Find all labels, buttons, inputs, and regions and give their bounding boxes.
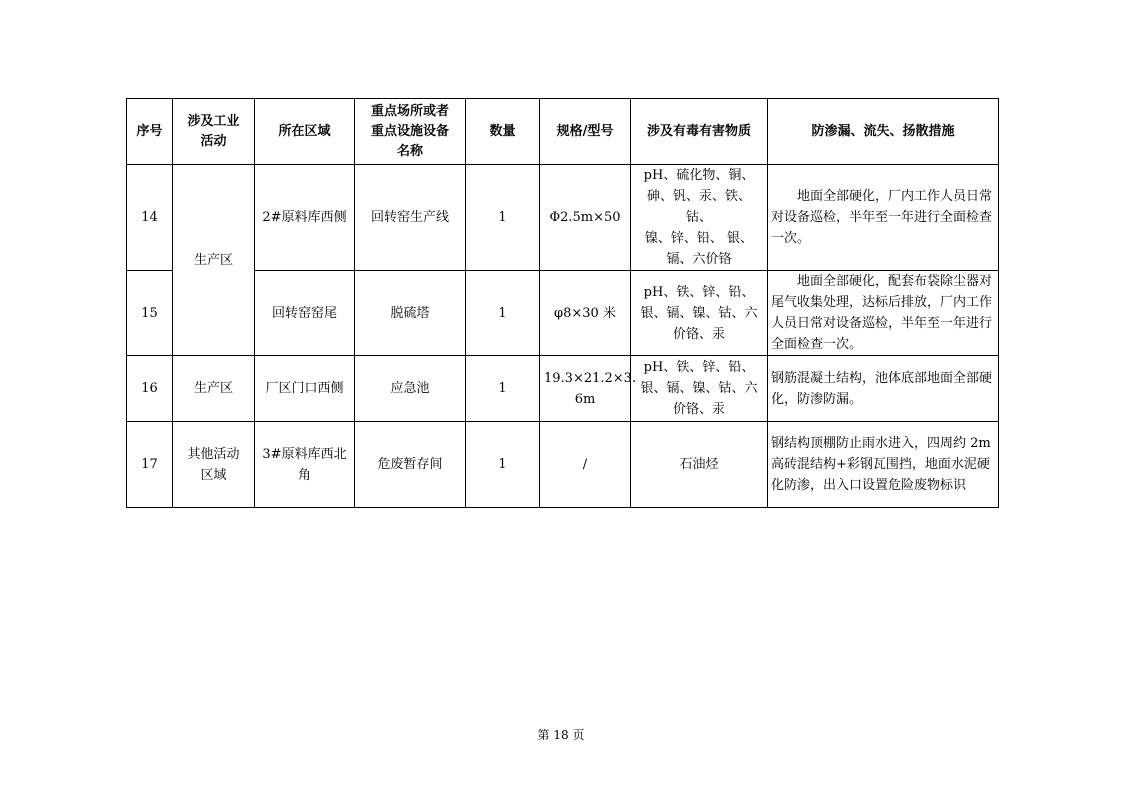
table-row [127, 356, 999, 422]
row-area: 厂区门口西侧 [255, 356, 355, 422]
row-measures-text: 钢结构顶棚防止雨水进入，四周约 2m 高砖混结构+彩钢瓦围挡，地面水泥硬化防渗，出入口设置危险废物标识 [771, 436, 991, 493]
row-facility: 危废暂存间 [355, 422, 466, 508]
header-measures: 防渗漏、流失、扬散措施 [768, 99, 999, 165]
header-activity: 涉及工业 活动 [173, 99, 255, 165]
row-measures [768, 422, 999, 508]
row-no: 16 [127, 356, 173, 422]
table-row [127, 271, 999, 356]
row-measures-text: 地面全部硬化，厂内工作人员日常对设备巡检，半年至一年进行全面检查一次。 [771, 189, 993, 246]
row-quantity: 1 [466, 165, 540, 271]
row-area: 3#原料库西北 角 [255, 422, 355, 508]
row-no: 17 [127, 422, 173, 508]
row-quantity: 1 [466, 356, 540, 422]
row-area: 2#原料库西侧 [255, 165, 355, 271]
row-spec: / [540, 422, 631, 508]
row-measures [768, 356, 999, 422]
header-area: 所在区域 [255, 99, 355, 165]
row-measures [768, 271, 999, 356]
row-no: 15 [127, 271, 173, 356]
row-activity: 其他活动 区域 [173, 422, 255, 508]
row-facility: 应急池 [355, 356, 466, 422]
row-spec: 19.3×21.2×3. 6m [540, 356, 631, 422]
row-facility: 脱硫塔 [355, 271, 466, 356]
header-no: 序号 [127, 99, 173, 165]
row-substances: pH、铁、锌、铅、 银、镉、镍、钴、六 价铬、汞 [631, 271, 768, 356]
row-facility: 回转窑生产线 [355, 165, 466, 271]
header-spec: 规格/型号 [540, 99, 631, 165]
row-substances: pH、硫化物、铜、 砷、钒、汞、铁、钴、 镍、锌、铅、 银、 镉、六价铬 [631, 165, 768, 271]
row-substances: pH、铁、锌、铅、 银、镉、镍、钴、六 价铬、汞 [631, 356, 768, 422]
row-measures-text: 钢筋混凝土结构，池体底部地面全部硬化，防渗防漏。 [771, 370, 993, 407]
page-number: 第 18 页 [537, 728, 585, 742]
facility-table [126, 98, 999, 508]
row-spec: φ8×30 米 [540, 271, 631, 356]
table-row [127, 422, 999, 508]
row-spec: Φ2.5m×50 [540, 165, 631, 271]
header-substances: 涉及有毒有害物质 [631, 99, 768, 165]
row-quantity: 1 [466, 422, 540, 508]
row-area: 回转窑窑尾 [255, 271, 355, 356]
row-measures [768, 165, 999, 271]
row-substances: 石油烃 [631, 422, 768, 508]
row-measures-text: 地面全部硬化，配套布袋除尘器对尾气收集处理，达标后排放，厂内工作人员日常对设备巡检，半年至一年进行全面检查一次。 [771, 274, 993, 352]
table-header-row [127, 99, 999, 165]
row-no: 14 [127, 165, 173, 271]
header-quantity: 数量 [466, 99, 540, 165]
table-row [127, 165, 999, 271]
header-facility: 重点场所或者 重点设施设备 名称 [355, 99, 466, 165]
row-activity: 生产区 [173, 356, 255, 422]
row-activity: 生产区 [173, 165, 255, 356]
row-quantity: 1 [466, 271, 540, 356]
